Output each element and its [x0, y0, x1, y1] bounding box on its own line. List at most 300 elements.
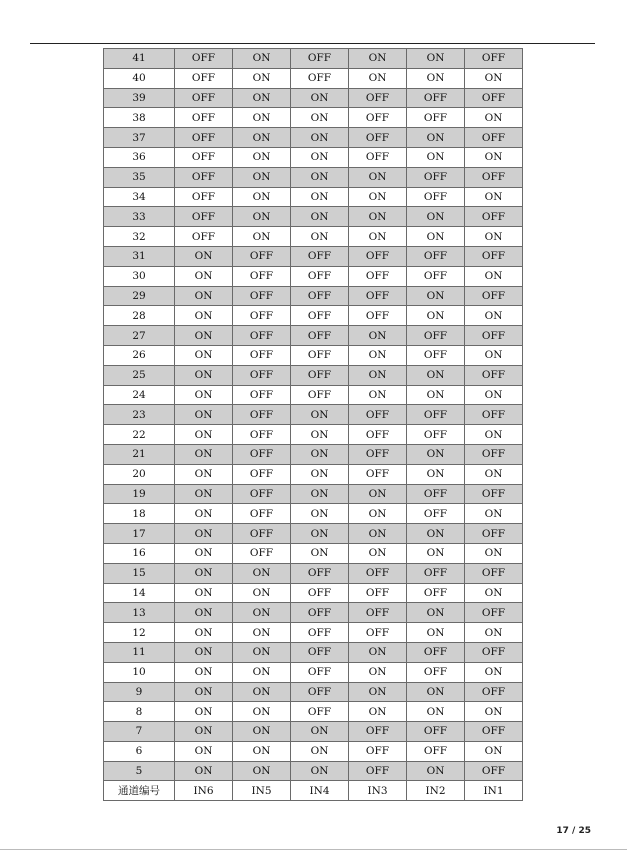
switch-state-cell: OFF [465, 128, 523, 148]
switch-state-cell: OFF [407, 345, 465, 365]
switch-state-cell: OFF [233, 385, 291, 405]
switch-state-cell: ON [407, 286, 465, 306]
switch-state-cell: ON [175, 583, 233, 603]
switch-state-cell: ON [291, 444, 349, 464]
switch-state-cell: OFF [175, 147, 233, 167]
input-column-header: IN3 [349, 781, 407, 801]
switch-state-cell: ON [291, 543, 349, 563]
switch-state-cell: OFF [407, 108, 465, 128]
table-row [104, 524, 523, 544]
switch-state-cell: ON [233, 603, 291, 623]
channel-number-cell: 24 [104, 385, 175, 405]
channel-number-cell: 5 [104, 761, 175, 781]
switch-state-cell: OFF [175, 187, 233, 207]
switch-state-cell: ON [465, 702, 523, 722]
switch-state-cell: OFF [291, 286, 349, 306]
switch-state-cell: OFF [349, 425, 407, 445]
switch-state-cell: OFF [465, 722, 523, 742]
switch-state-cell: OFF [349, 147, 407, 167]
table-row [104, 563, 523, 583]
switch-state-cell: ON [233, 761, 291, 781]
switch-state-cell: OFF [349, 286, 407, 306]
channel-number-cell: 21 [104, 444, 175, 464]
channel-number-cell: 34 [104, 187, 175, 207]
switch-state-cell: OFF [175, 227, 233, 247]
table-row [104, 49, 523, 69]
switch-state-cell: OFF [349, 563, 407, 583]
table-row [104, 603, 523, 623]
switch-state-cell: ON [291, 741, 349, 761]
switch-state-cell: ON [233, 563, 291, 583]
switch-state-cell: OFF [233, 543, 291, 563]
channel-number-cell: 35 [104, 167, 175, 187]
switch-state-cell: ON [291, 128, 349, 148]
switch-state-cell: ON [465, 68, 523, 88]
switch-state-cell: ON [349, 702, 407, 722]
switch-state-cell: ON [291, 167, 349, 187]
table-row [104, 741, 523, 761]
switch-state-cell: OFF [349, 583, 407, 603]
switch-state-cell: OFF [233, 504, 291, 524]
switch-state-cell: ON [465, 464, 523, 484]
switch-state-cell: OFF [291, 365, 349, 385]
switch-state-cell: OFF [407, 741, 465, 761]
switch-state-cell: OFF [465, 603, 523, 623]
switch-state-cell: ON [175, 444, 233, 464]
input-column-header: IN2 [407, 781, 465, 801]
table-row [104, 266, 523, 286]
channel-number-cell: 40 [104, 68, 175, 88]
switch-state-cell: OFF [465, 563, 523, 583]
switch-state-cell: OFF [407, 266, 465, 286]
switch-state-cell: ON [175, 345, 233, 365]
switch-state-cell: ON [349, 207, 407, 227]
switch-state-cell: OFF [291, 662, 349, 682]
switch-state-cell: OFF [291, 642, 349, 662]
table-header-row [104, 781, 523, 801]
table-row [104, 623, 523, 643]
switch-state-cell: OFF [407, 246, 465, 266]
switch-state-cell: ON [465, 504, 523, 524]
switch-state-cell: OFF [233, 484, 291, 504]
switch-state-cell: ON [407, 306, 465, 326]
channel-number-cell: 17 [104, 524, 175, 544]
switch-state-cell: ON [407, 682, 465, 702]
channel-number-cell: 19 [104, 484, 175, 504]
switch-state-cell: ON [291, 464, 349, 484]
switch-state-cell: OFF [175, 68, 233, 88]
switch-state-cell: ON [291, 405, 349, 425]
switch-state-cell: ON [349, 365, 407, 385]
switch-state-cell: OFF [465, 405, 523, 425]
switch-state-cell: OFF [465, 326, 523, 346]
switch-state-cell: OFF [465, 444, 523, 464]
switch-state-cell: ON [349, 227, 407, 247]
switch-state-cell: ON [175, 365, 233, 385]
channel-number-cell: 23 [104, 405, 175, 425]
table-row [104, 543, 523, 563]
switch-state-cell: OFF [291, 682, 349, 702]
switch-state-cell: OFF [465, 682, 523, 702]
table-row [104, 405, 523, 425]
switch-state-cell: ON [465, 306, 523, 326]
table-row [104, 88, 523, 108]
table-row [104, 227, 523, 247]
switch-state-cell: ON [349, 524, 407, 544]
switch-state-cell: ON [407, 702, 465, 722]
switch-state-cell: ON [291, 227, 349, 247]
switch-state-cell: ON [175, 286, 233, 306]
table-row [104, 147, 523, 167]
switch-state-cell: ON [175, 623, 233, 643]
switch-state-cell: ON [175, 385, 233, 405]
switch-state-cell: ON [349, 167, 407, 187]
switch-state-cell: OFF [407, 326, 465, 346]
channel-number-cell: 39 [104, 88, 175, 108]
channel-number-cell: 15 [104, 563, 175, 583]
switch-state-cell: OFF [349, 464, 407, 484]
channel-number-cell: 12 [104, 623, 175, 643]
switch-state-cell: OFF [175, 88, 233, 108]
switch-state-cell: OFF [349, 444, 407, 464]
channel-number-cell: 11 [104, 642, 175, 662]
switch-state-cell: OFF [175, 49, 233, 69]
channel-number-cell: 31 [104, 246, 175, 266]
switch-state-cell: ON [407, 464, 465, 484]
switch-state-cell: OFF [291, 49, 349, 69]
switch-state-cell: OFF [175, 207, 233, 227]
switch-state-cell: OFF [291, 246, 349, 266]
switch-state-cell: ON [175, 484, 233, 504]
channel-number-cell: 36 [104, 147, 175, 167]
table-row [104, 642, 523, 662]
switch-state-cell: ON [349, 662, 407, 682]
channel-number-cell: 6 [104, 741, 175, 761]
channel-number-cell: 25 [104, 365, 175, 385]
switch-state-cell: ON [233, 682, 291, 702]
switch-state-cell: OFF [407, 187, 465, 207]
channel-number-cell: 8 [104, 702, 175, 722]
switch-state-cell: OFF [349, 405, 407, 425]
channel-number-cell: 14 [104, 583, 175, 603]
channel-number-cell: 41 [104, 49, 175, 69]
header-rule [30, 43, 595, 44]
switch-state-cell: ON [407, 365, 465, 385]
table-row [104, 345, 523, 365]
switch-state-cell: ON [233, 642, 291, 662]
switch-state-cell: ON [233, 662, 291, 682]
switch-state-cell: ON [175, 603, 233, 623]
switch-state-cell: ON [407, 49, 465, 69]
switch-state-cell: OFF [465, 88, 523, 108]
switch-state-cell: OFF [465, 484, 523, 504]
switch-state-cell: OFF [465, 246, 523, 266]
switch-state-cell: OFF [407, 504, 465, 524]
switch-state-cell: OFF [349, 623, 407, 643]
table-row [104, 464, 523, 484]
switch-state-cell: ON [465, 425, 523, 445]
switch-state-cell: ON [291, 108, 349, 128]
switch-state-cell: ON [175, 543, 233, 563]
switch-state-cell: OFF [349, 88, 407, 108]
switch-state-cell: ON [465, 227, 523, 247]
switch-state-cell: ON [233, 108, 291, 128]
switch-state-cell: ON [465, 147, 523, 167]
switch-state-cell: OFF [291, 583, 349, 603]
switch-state-cell: ON [465, 385, 523, 405]
table-row [104, 682, 523, 702]
switch-state-cell: ON [175, 464, 233, 484]
table-row [104, 504, 523, 524]
switch-state-cell: ON [349, 682, 407, 702]
switch-state-cell: ON [233, 741, 291, 761]
switch-state-cell: OFF [349, 246, 407, 266]
switch-state-cell: ON [233, 207, 291, 227]
switch-state-cell: OFF [233, 266, 291, 286]
channel-number-cell: 38 [104, 108, 175, 128]
switch-state-cell: ON [349, 68, 407, 88]
switch-state-cell: ON [407, 68, 465, 88]
page-number: 17 / 25 [556, 826, 591, 836]
switch-state-cell: OFF [465, 49, 523, 69]
table-row [104, 326, 523, 346]
switch-state-cell: OFF [291, 563, 349, 583]
switch-state-cell: ON [407, 444, 465, 464]
switch-state-cell: ON [175, 642, 233, 662]
switch-state-cell: ON [291, 187, 349, 207]
switch-state-cell: ON [407, 385, 465, 405]
switch-state-cell: ON [465, 108, 523, 128]
switch-state-cell: ON [291, 484, 349, 504]
channel-number-cell: 27 [104, 326, 175, 346]
table-row [104, 68, 523, 88]
switch-state-cell: OFF [465, 761, 523, 781]
switch-state-cell: OFF [291, 306, 349, 326]
switch-state-cell: ON [465, 187, 523, 207]
switch-state-cell: OFF [175, 167, 233, 187]
switch-state-cell: ON [407, 207, 465, 227]
switch-state-cell: OFF [349, 722, 407, 742]
footer-rule [0, 849, 627, 850]
switch-state-cell: ON [233, 68, 291, 88]
switch-state-cell: ON [291, 761, 349, 781]
input-column-header: IN4 [291, 781, 349, 801]
switch-state-cell: ON [233, 722, 291, 742]
switch-state-cell: ON [349, 642, 407, 662]
switch-state-cell: ON [233, 187, 291, 207]
table-row [104, 187, 523, 207]
switch-state-cell: ON [291, 722, 349, 742]
table-row [104, 444, 523, 464]
switch-state-cell: ON [349, 49, 407, 69]
switch-state-cell: ON [349, 187, 407, 207]
channel-number-cell: 9 [104, 682, 175, 702]
switch-state-cell: ON [407, 147, 465, 167]
table-row [104, 583, 523, 603]
table-row [104, 306, 523, 326]
switch-state-cell: ON [291, 207, 349, 227]
switch-state-cell: OFF [233, 345, 291, 365]
table-row [104, 425, 523, 445]
switch-state-cell: OFF [233, 246, 291, 266]
switch-state-cell: ON [175, 702, 233, 722]
table-row [104, 167, 523, 187]
switch-state-cell: ON [407, 128, 465, 148]
switch-state-cell: ON [465, 623, 523, 643]
dip-switch-table [103, 48, 523, 801]
switch-state-cell: ON [175, 306, 233, 326]
switch-state-cell: ON [465, 345, 523, 365]
input-column-header: IN5 [233, 781, 291, 801]
switch-state-cell: ON [465, 662, 523, 682]
switch-state-cell: ON [407, 623, 465, 643]
switch-state-cell: OFF [291, 603, 349, 623]
channel-number-cell: 26 [104, 345, 175, 365]
switch-state-cell: OFF [465, 286, 523, 306]
switch-state-cell: ON [233, 583, 291, 603]
channel-number-cell: 29 [104, 286, 175, 306]
channel-number-cell: 16 [104, 543, 175, 563]
channel-number-cell: 7 [104, 722, 175, 742]
switch-state-cell: OFF [291, 623, 349, 643]
table-row [104, 246, 523, 266]
switch-state-cell: OFF [465, 642, 523, 662]
switch-state-cell: OFF [233, 326, 291, 346]
switch-state-cell: ON [465, 583, 523, 603]
switch-state-cell: ON [175, 682, 233, 702]
switch-state-cell: ON [233, 702, 291, 722]
switch-state-cell: OFF [233, 444, 291, 464]
switch-state-cell: ON [349, 504, 407, 524]
switch-state-cell: ON [175, 662, 233, 682]
channel-number-cell: 30 [104, 266, 175, 286]
input-column-header: IN1 [465, 781, 523, 801]
switch-state-cell: OFF [175, 128, 233, 148]
switch-state-cell: ON [175, 524, 233, 544]
switch-state-cell: ON [349, 326, 407, 346]
switch-state-cell: ON [291, 425, 349, 445]
switch-state-cell: ON [175, 722, 233, 742]
switch-state-cell: OFF [291, 385, 349, 405]
channel-number-cell: 37 [104, 128, 175, 148]
switch-state-cell: ON [407, 524, 465, 544]
table-row [104, 662, 523, 682]
switch-state-cell: OFF [407, 642, 465, 662]
table-row [104, 286, 523, 306]
switch-state-cell: ON [233, 128, 291, 148]
switch-state-cell: ON [349, 484, 407, 504]
channel-number-cell: 32 [104, 227, 175, 247]
switch-state-cell: OFF [349, 266, 407, 286]
switch-state-cell: OFF [291, 326, 349, 346]
switch-state-cell: ON [175, 246, 233, 266]
switch-state-cell: ON [349, 543, 407, 563]
switch-state-cell: ON [175, 425, 233, 445]
switch-state-cell: OFF [233, 464, 291, 484]
switch-state-cell: ON [175, 405, 233, 425]
switch-state-cell: ON [407, 227, 465, 247]
switch-state-cell: OFF [291, 702, 349, 722]
switch-state-cell: OFF [175, 108, 233, 128]
switch-state-cell: ON [175, 266, 233, 286]
switch-state-cell: ON [175, 563, 233, 583]
switch-state-cell: OFF [465, 207, 523, 227]
table-row [104, 702, 523, 722]
table-row [104, 761, 523, 781]
channel-number-cell: 28 [104, 306, 175, 326]
channel-number-cell: 18 [104, 504, 175, 524]
switch-state-cell: ON [291, 88, 349, 108]
switch-state-cell: ON [465, 266, 523, 286]
switch-state-cell: OFF [407, 405, 465, 425]
switch-state-cell: ON [233, 227, 291, 247]
channel-number-cell: 13 [104, 603, 175, 623]
switch-state-cell: OFF [233, 524, 291, 544]
switch-state-cell: OFF [465, 365, 523, 385]
switch-state-cell: ON [233, 49, 291, 69]
switch-state-cell: ON [175, 761, 233, 781]
switch-state-cell: ON [291, 147, 349, 167]
switch-state-cell: ON [291, 524, 349, 544]
switch-state-cell: OFF [233, 425, 291, 445]
switch-state-cell: OFF [291, 68, 349, 88]
switch-state-cell: OFF [407, 583, 465, 603]
switch-state-cell: OFF [233, 306, 291, 326]
switch-state-cell: ON [291, 504, 349, 524]
switch-state-cell: ON [349, 385, 407, 405]
switch-state-cell: OFF [233, 286, 291, 306]
switch-state-cell: OFF [407, 88, 465, 108]
switch-state-cell: OFF [349, 741, 407, 761]
switch-state-cell: OFF [349, 306, 407, 326]
input-column-header: IN6 [175, 781, 233, 801]
table-row [104, 128, 523, 148]
switch-state-cell: OFF [407, 563, 465, 583]
switch-state-cell: OFF [349, 108, 407, 128]
switch-state-cell: OFF [407, 722, 465, 742]
switch-state-cell: OFF [465, 524, 523, 544]
table-row [104, 365, 523, 385]
switch-state-cell: ON [465, 741, 523, 761]
table-row [104, 484, 523, 504]
channel-number-cell: 33 [104, 207, 175, 227]
switch-state-cell: ON [407, 761, 465, 781]
switch-state-cell: ON [175, 326, 233, 346]
switch-state-cell: ON [407, 603, 465, 623]
table-row [104, 207, 523, 227]
table-row [104, 722, 523, 742]
channel-number-cell: 10 [104, 662, 175, 682]
switch-state-cell: OFF [291, 345, 349, 365]
switch-state-cell: OFF [233, 365, 291, 385]
switch-state-cell: ON [233, 88, 291, 108]
switch-state-cell: OFF [407, 167, 465, 187]
switch-state-cell: ON [465, 543, 523, 563]
channel-column-header: 通道编号 [104, 781, 175, 801]
switch-state-cell: ON [407, 543, 465, 563]
switch-state-cell: ON [233, 623, 291, 643]
switch-state-cell: ON [175, 504, 233, 524]
table-row [104, 385, 523, 405]
switch-state-cell: ON [233, 147, 291, 167]
switch-state-cell: OFF [349, 761, 407, 781]
switch-state-cell: OFF [349, 603, 407, 623]
switch-state-cell: ON [233, 167, 291, 187]
switch-state-cell: OFF [349, 128, 407, 148]
switch-state-cell: ON [349, 345, 407, 365]
channel-number-cell: 20 [104, 464, 175, 484]
switch-state-cell: ON [175, 741, 233, 761]
